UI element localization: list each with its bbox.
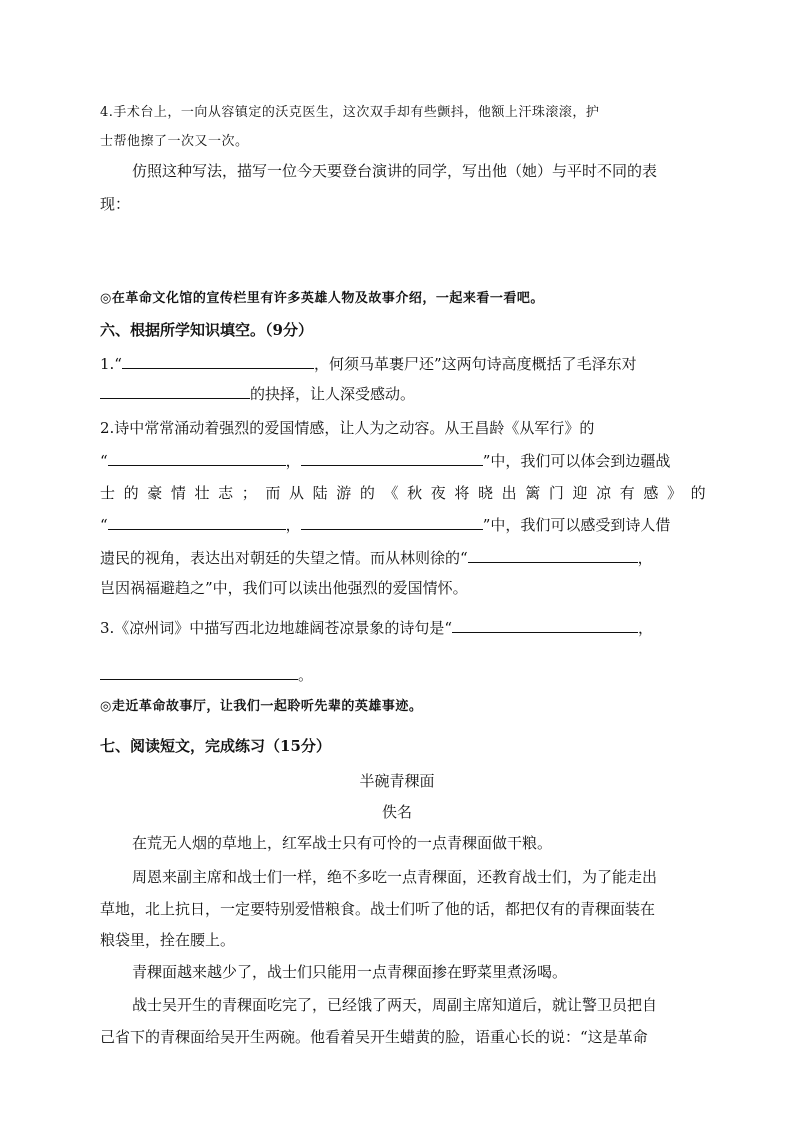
s6-q1-text: ，何须马革裹尸还”这两句诗高度概括了毛泽东对	[313, 355, 637, 373]
s6-q2-line-6: 岂因祸福避趋之”中，我们可以读出他强烈的爱国情怀。	[100, 579, 468, 597]
s6-q2-quote-2: “	[100, 516, 108, 534]
article-p4-line-1: 战士吴开生的青稞面吃完了，已经饿了两天，周副主席知道后，就让警卫员把自	[132, 996, 658, 1014]
s6-q2-line-3-char: 陆	[312, 484, 328, 502]
s6-q2-line-3-char: 志	[218, 484, 234, 502]
s6-q3-line-1	[100, 618, 653, 638]
s6-q2-text-1: ”中，我们可以体会到边疆战	[482, 452, 671, 470]
s6-q2-text-2: ”中，我们可以感受到诗人借	[482, 516, 671, 534]
s6-q2-blank-3[interactable]	[108, 515, 286, 530]
note-story-hall: ◎走近革命故事厅，让我们一起聆听先辈的英雄事迹。	[100, 699, 423, 714]
s6-q1-blank-1[interactable]	[122, 354, 314, 369]
article-p4-line-2: 己省下的青稞面给吴开生两碗。他看着吴开生蜡黄的脸，语重心长的说：“这是革命	[100, 1028, 648, 1046]
s6-q3-line-2	[100, 665, 313, 685]
s6-q3-blank-1[interactable]	[452, 618, 638, 633]
article-p2-line-2: 草地，北上抗日，一定要特别爱惜粮食。战士们听了他的话，都把仅有的青稞面装在	[100, 900, 656, 918]
s6-q2-line-3-char: 的	[359, 484, 375, 502]
s6-q1-line-1	[100, 354, 637, 374]
s6-q2-line-3-char: 豪	[147, 484, 163, 502]
s6-q3-blank-2[interactable]	[100, 665, 298, 680]
article-p2-line-3: 粮袋里，拴在腰上。	[100, 931, 236, 949]
s6-q2-line-4	[100, 515, 670, 535]
s6-q2-line-3-char: 《	[383, 484, 399, 502]
s6-q2-line-3-char: 秋	[407, 484, 423, 502]
q4-task-line-1: 仿照这种写法，描写一位今天要登台演讲的同学，写出他（她）与平时不同的表	[132, 162, 658, 180]
s6-q2-comma-2: ，	[285, 516, 301, 534]
s6-q2-line-3-char: 有	[619, 484, 635, 502]
q4-line-2: 士帮他擦了一次又一次。	[100, 134, 249, 149]
s6-q2-line-1: 2.诗中常常涌动着强烈的爱国情感，让人为之动容。从王昌龄《从军行》的	[100, 419, 595, 437]
s6-q2-line-3-char: 迎	[572, 484, 588, 502]
s6-q2-line-3-char: 情	[170, 484, 186, 502]
s6-q2-line-3-char: 士	[100, 484, 116, 502]
article-author: 佚名	[381, 803, 412, 821]
article-p1: 在荒无人烟的草地上，红军战士只有可怜的一点青稞面做干粮。	[132, 834, 553, 852]
s6-q2-line-3	[100, 483, 706, 503]
s6-q2-line-3-char: ；	[241, 484, 257, 502]
s6-q1-tail: 的抉择，让人深受感动。	[250, 385, 416, 403]
s6-q2-line-3-char: 壮	[194, 484, 210, 502]
s6-q2-line-3-char: 而	[265, 484, 281, 502]
s6-q2-line-5	[100, 548, 653, 568]
s6-q2-text-3: 遗民的视角，表达出对朝廷的失望之情。而从林则徐的“	[100, 549, 468, 567]
s6-q1-line-2	[100, 384, 415, 404]
s6-q2-line-3-char: 将	[454, 484, 470, 502]
s6-q2-line-3-char: 游	[336, 484, 352, 502]
s6-q2-blank-5[interactable]	[468, 548, 638, 563]
s6-q2-line-3-char: 的	[123, 484, 139, 502]
s6-q3-text: 3.《凉州词》中描写西北边地雄阔苍凉景象的诗句是“	[100, 619, 452, 637]
s6-q2-line-3-char: 》	[667, 484, 683, 502]
section-7-title: 七、阅读短文，完成练习（15分）	[100, 737, 331, 755]
s6-q2-comma-3: ，	[637, 549, 653, 567]
q4-task-line-2: 现：	[100, 195, 131, 213]
s6-q2-line-3-char: 出	[501, 484, 517, 502]
s6-q2-blank-4[interactable]	[301, 515, 483, 530]
s6-q2-line-3-char: 夜	[430, 484, 446, 502]
s6-q2-line-3-char: 晓	[478, 484, 494, 502]
s6-q1-open-quote: 1.“	[100, 355, 122, 373]
s6-q2-line-3-char: 的	[690, 484, 706, 502]
article-p3: 青稞面越来越少了，战士们只能用一点青稞面掺在野菜里煮汤喝。	[132, 963, 568, 981]
s6-q2-blank-1[interactable]	[108, 451, 286, 466]
s6-q2-line-3-char: 篱	[525, 484, 541, 502]
s6-q2-line-3-char: 从	[289, 484, 305, 502]
q4-line-1: 4.手术台上，一向从容镇定的沃克医生，这次双手却有些颤抖，他额上汗珠滚滚，护	[100, 105, 600, 120]
s6-q2-comma-1: ，	[285, 452, 301, 470]
s6-q3-comma: ，	[637, 619, 653, 637]
s6-q2-line-3-char: 凉	[596, 484, 612, 502]
s6-q2-quote-1: “	[100, 452, 108, 470]
section-6-title: 六、根据所学知识填空。（9分）	[100, 321, 313, 339]
s6-q2-line-2	[100, 451, 670, 471]
s6-q2-blank-2[interactable]	[301, 451, 483, 466]
article-p2-line-1: 周恩来副主席和战士们一样，绝不多吃一点青稞面，还教育战士们，为了能走出	[132, 868, 658, 886]
article-title: 半碗青稞面	[359, 772, 435, 790]
s6-q3-period: 。	[298, 666, 314, 684]
s6-q2-line-3-char: 感	[643, 484, 659, 502]
s6-q1-blank-2[interactable]	[100, 384, 250, 399]
note-culture-hall: ◎在革命文化馆的宣传栏里有许多英雄人物及故事介绍，一起来看一看吧。	[100, 291, 544, 306]
s6-q2-line-3-char: 门	[548, 484, 564, 502]
